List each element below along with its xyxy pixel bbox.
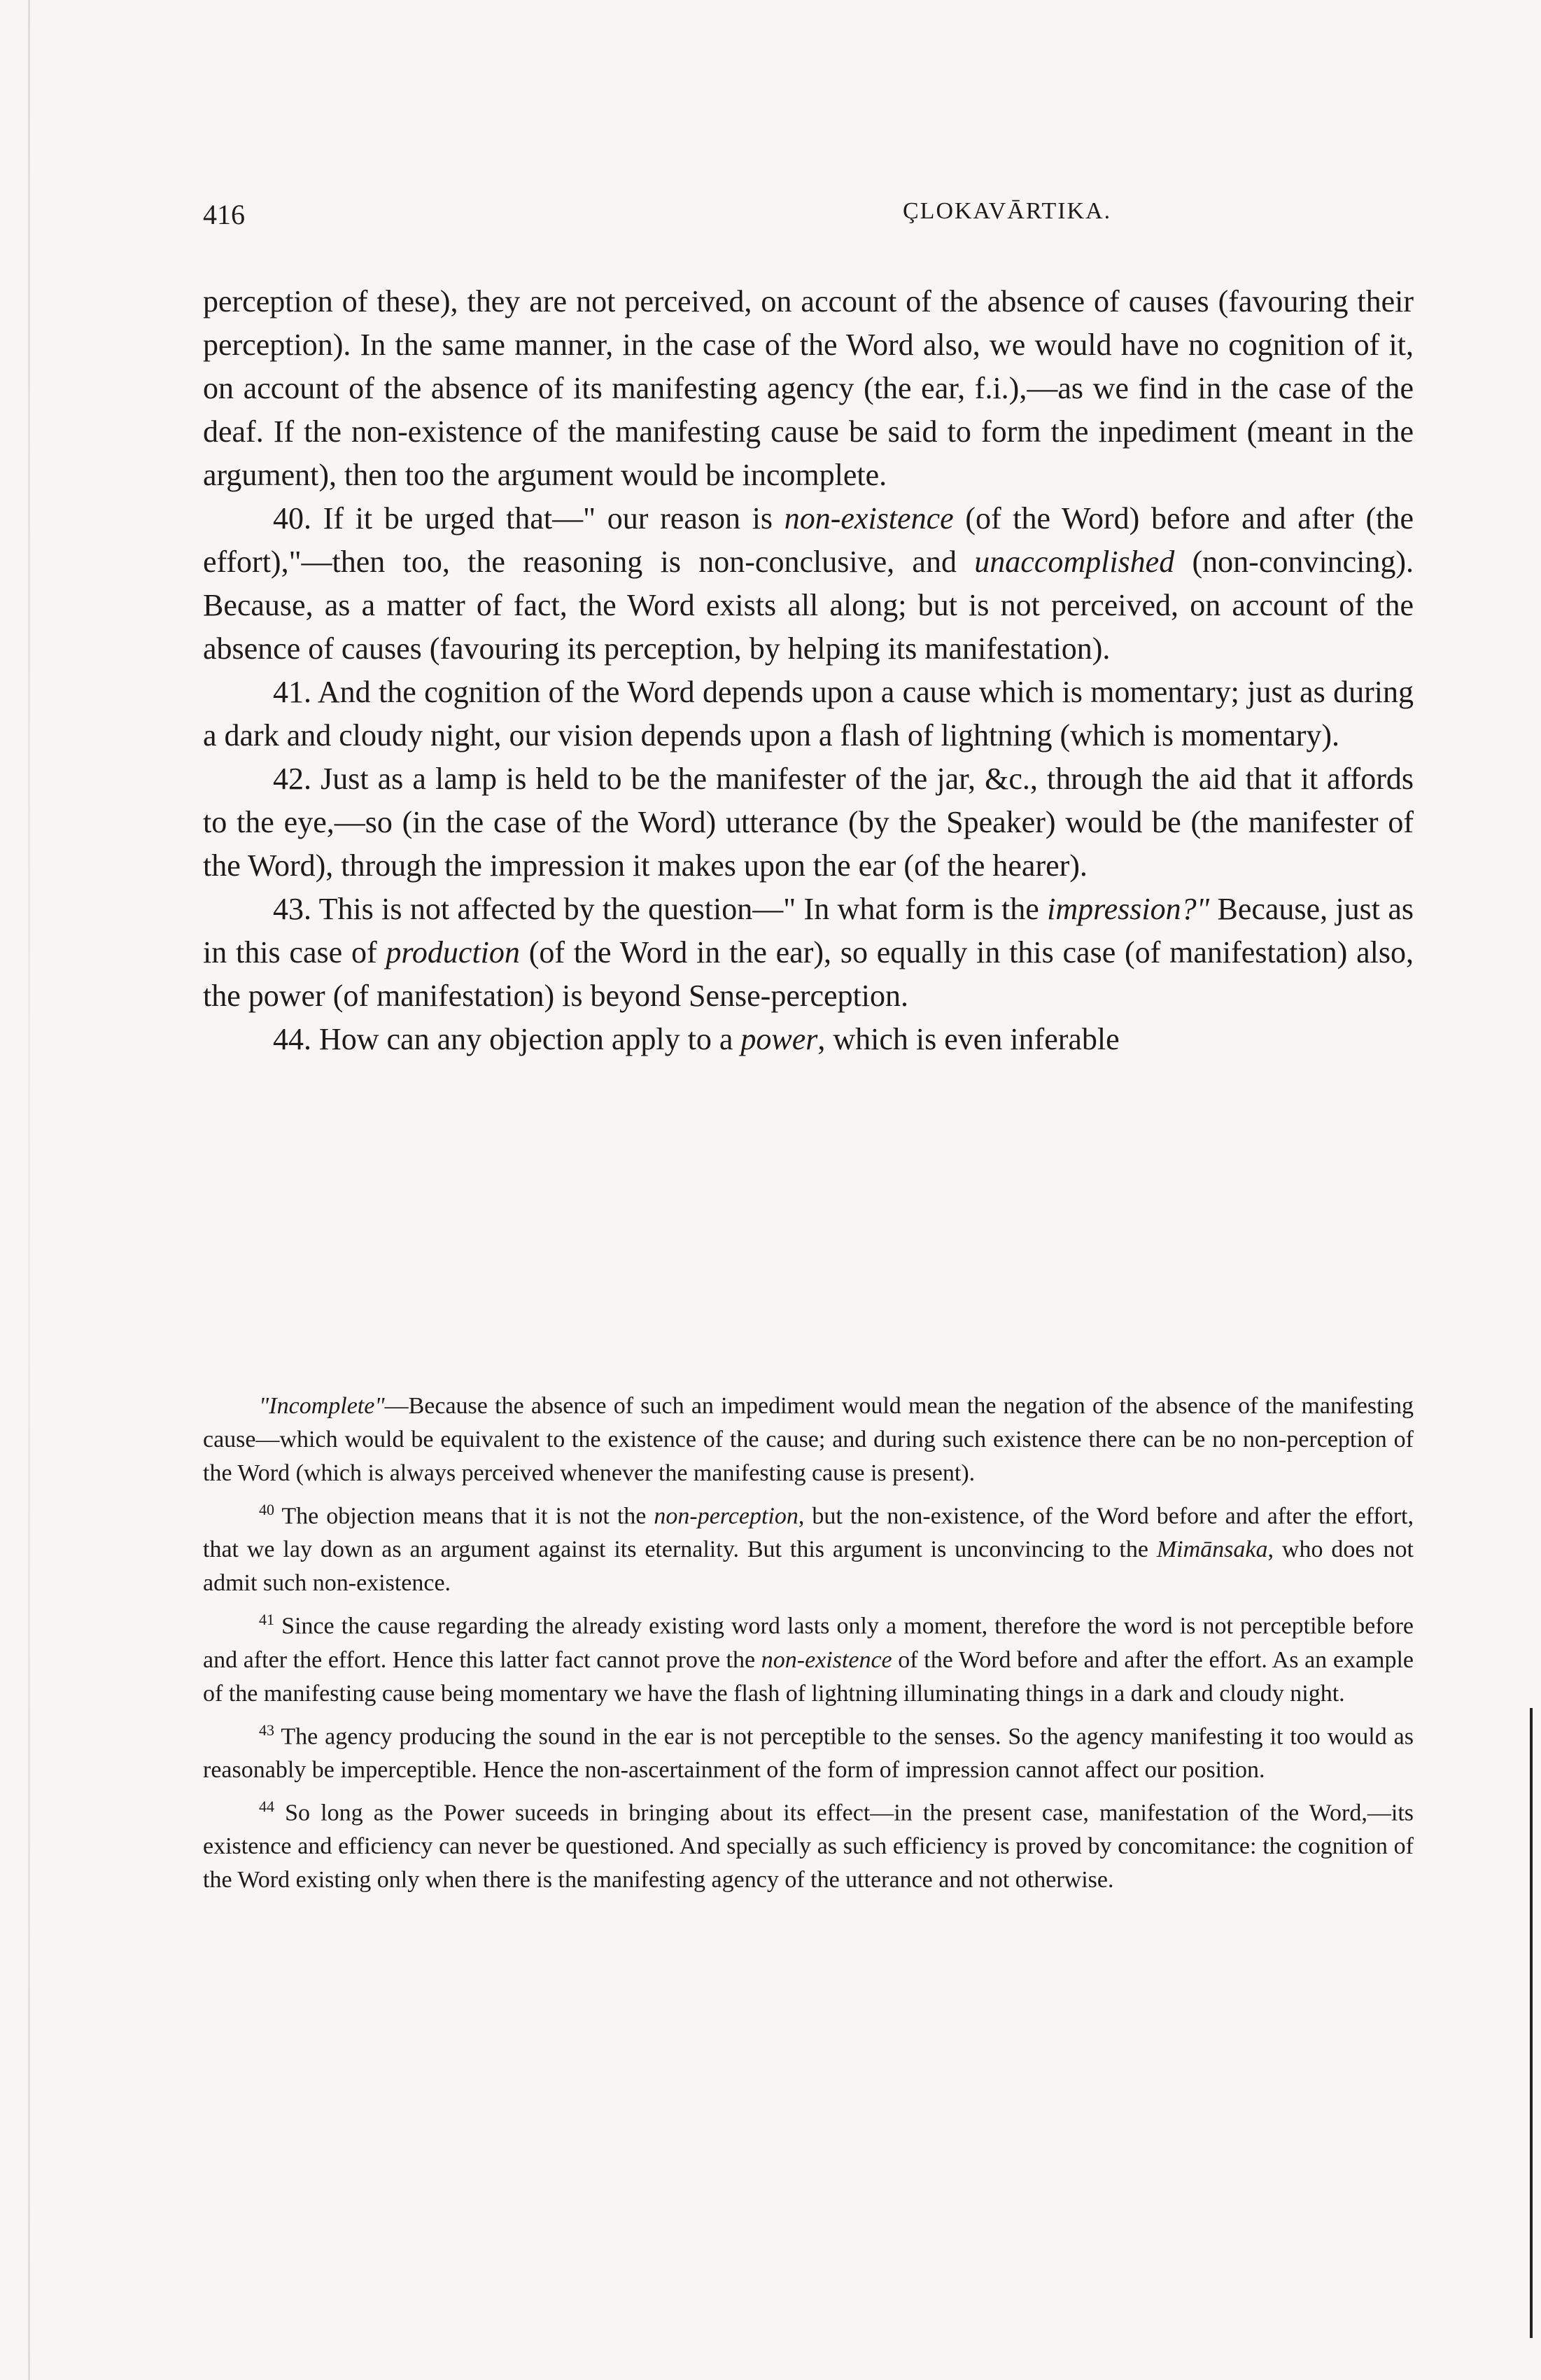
footnote-43 xyxy=(203,1714,1414,1787)
verse-number: 43. xyxy=(273,892,311,926)
text-run: (of the Word in the ear), so equally in this case (of manifestation) also, the power (of manifestation) is beyond Sense-perception. xyxy=(203,935,1414,1013)
text-run: (non-convincing). Because, as a matter of fact, the Word exists all along; but is not perceived, on account of the absence of causes (favouring its perception, by helping its manifestation). xyxy=(203,545,1414,666)
paragraph-43 xyxy=(203,888,1414,1018)
text-run: So long as the Power suceeds in bringing about its effect—in the present case, manifestation of the Word,—its existence and efficiency can never be questioned. And specially as such efficiency is proved by concomitance: the cognition of the Word existing only when there is the manifesting agency of the utterance and not otherwise. xyxy=(203,1800,1414,1893)
footnote-mark: 41 xyxy=(259,1611,274,1629)
footnote-mark: 40 xyxy=(259,1501,274,1518)
text-run: The objection means that it is not the xyxy=(274,1503,654,1530)
paragraph-40 xyxy=(203,497,1414,671)
main-text xyxy=(203,280,1414,1061)
running-title: ÇLOKAVĀRTIKA. xyxy=(903,198,1112,224)
footnote-40 xyxy=(203,1493,1414,1600)
text-run: Just as a lamp is held to be the manifester of the jar, &c., through the aid that it affords to the eye,—so (in the case of the Word) utterance (by the Speaker) would be (the manifester of the Word), through the impression it makes upon the ear (of the hearer). xyxy=(203,762,1414,883)
verse-number: 41. xyxy=(273,675,311,709)
text-run: And the cognition of the Word depends upon a cause which is momentary; just as during a dark and cloudy night, our vision depends upon a flash of lightning (which is momentary). xyxy=(203,675,1414,752)
emphasis: "Incomplete" xyxy=(259,1393,385,1419)
text-run: , which is even inferable xyxy=(817,1022,1120,1056)
paragraph-42 xyxy=(203,757,1414,888)
text-run: , who does not admit such non-existence. xyxy=(203,1536,1414,1597)
footnote-mark: 44 xyxy=(259,1797,274,1815)
emphasis: power xyxy=(740,1022,818,1056)
page-edge-right xyxy=(1530,1708,1533,2338)
footnote-44 xyxy=(203,1790,1414,1897)
page-number: 416 xyxy=(203,199,245,230)
footnote-incomplete xyxy=(203,1390,1414,1490)
footnotes xyxy=(203,1390,1414,1900)
emphasis: Mimānsaka xyxy=(1156,1536,1268,1563)
emphasis: unaccomplished xyxy=(974,545,1175,579)
emphasis: impression?" xyxy=(1047,892,1210,926)
page-header xyxy=(203,198,1408,240)
paragraph-intro: perception of these), they are not perceived, on account of the absence of causes (favouring their perception). In the same manner, in the case of the Word also, we would have no cognition of it, on account of the absence of its manifesting agency (the ear, f.i.),—as we find in the case of the deaf. If the non-existence of the manifesting cause be said to form the inpediment (meant in the argument), then too the argument would be incomplete. xyxy=(203,284,1414,492)
emphasis: non-existence xyxy=(784,501,954,536)
footnote-mark: 43 xyxy=(259,1721,274,1739)
footnote-41 xyxy=(203,1603,1414,1710)
emphasis: non-perception xyxy=(654,1503,798,1530)
text-run: Since the cause regarding the already existing word lasts only a moment, therefore the word is not perceptible before and after the effort. Hence this latter fact cannot prove the xyxy=(203,1613,1414,1673)
text-run: —Because the absence of such an impediment would mean the negation of the absence of the manifesting cause—which would be equivalent to the existence of the cause; and during such existence there can be no non-perception of the Word (which is always perceived whenever the manifesting cause is present). xyxy=(203,1393,1414,1486)
verse-number: 44. xyxy=(273,1022,311,1056)
text-run: This is not affected by the question—" In what form is the xyxy=(311,892,1048,926)
verse-number: 40. xyxy=(273,501,311,536)
text-run: How can any objection apply to a xyxy=(311,1022,741,1056)
emphasis: non-existence xyxy=(761,1646,892,1673)
text-run: If it be urged that—" our reason is xyxy=(311,501,784,536)
text-run: The agency producing the sound in the ear is not perceptible to the senses. So the agency manifesting it too would as reasonably be imperceptible. Hence the non-ascertainment of the form of impression cannot affect our position. xyxy=(203,1723,1414,1783)
paragraph-44 xyxy=(203,1018,1414,1061)
text-run: Because, just as in this case of xyxy=(203,892,1414,969)
verse-number: 42. xyxy=(273,762,311,796)
text-run: of the Word before and after the effort. As an example of the manifesting cause being momentary we have the flash of lightning illuminating things in a dark and cloudy night. xyxy=(203,1646,1414,1707)
page-edge-left xyxy=(28,0,30,2380)
text-run: (of the Word) before and after (the effort),"—then too, the reasoning is non-conclusive, and xyxy=(203,501,1414,579)
text-run: , but the non-existence, of the Word before and after the effort, that we lay down as an argument against its eternality. But this argument is unconvincing to the xyxy=(203,1503,1414,1563)
emphasis: production xyxy=(386,935,520,969)
paragraph-41 xyxy=(203,671,1414,757)
